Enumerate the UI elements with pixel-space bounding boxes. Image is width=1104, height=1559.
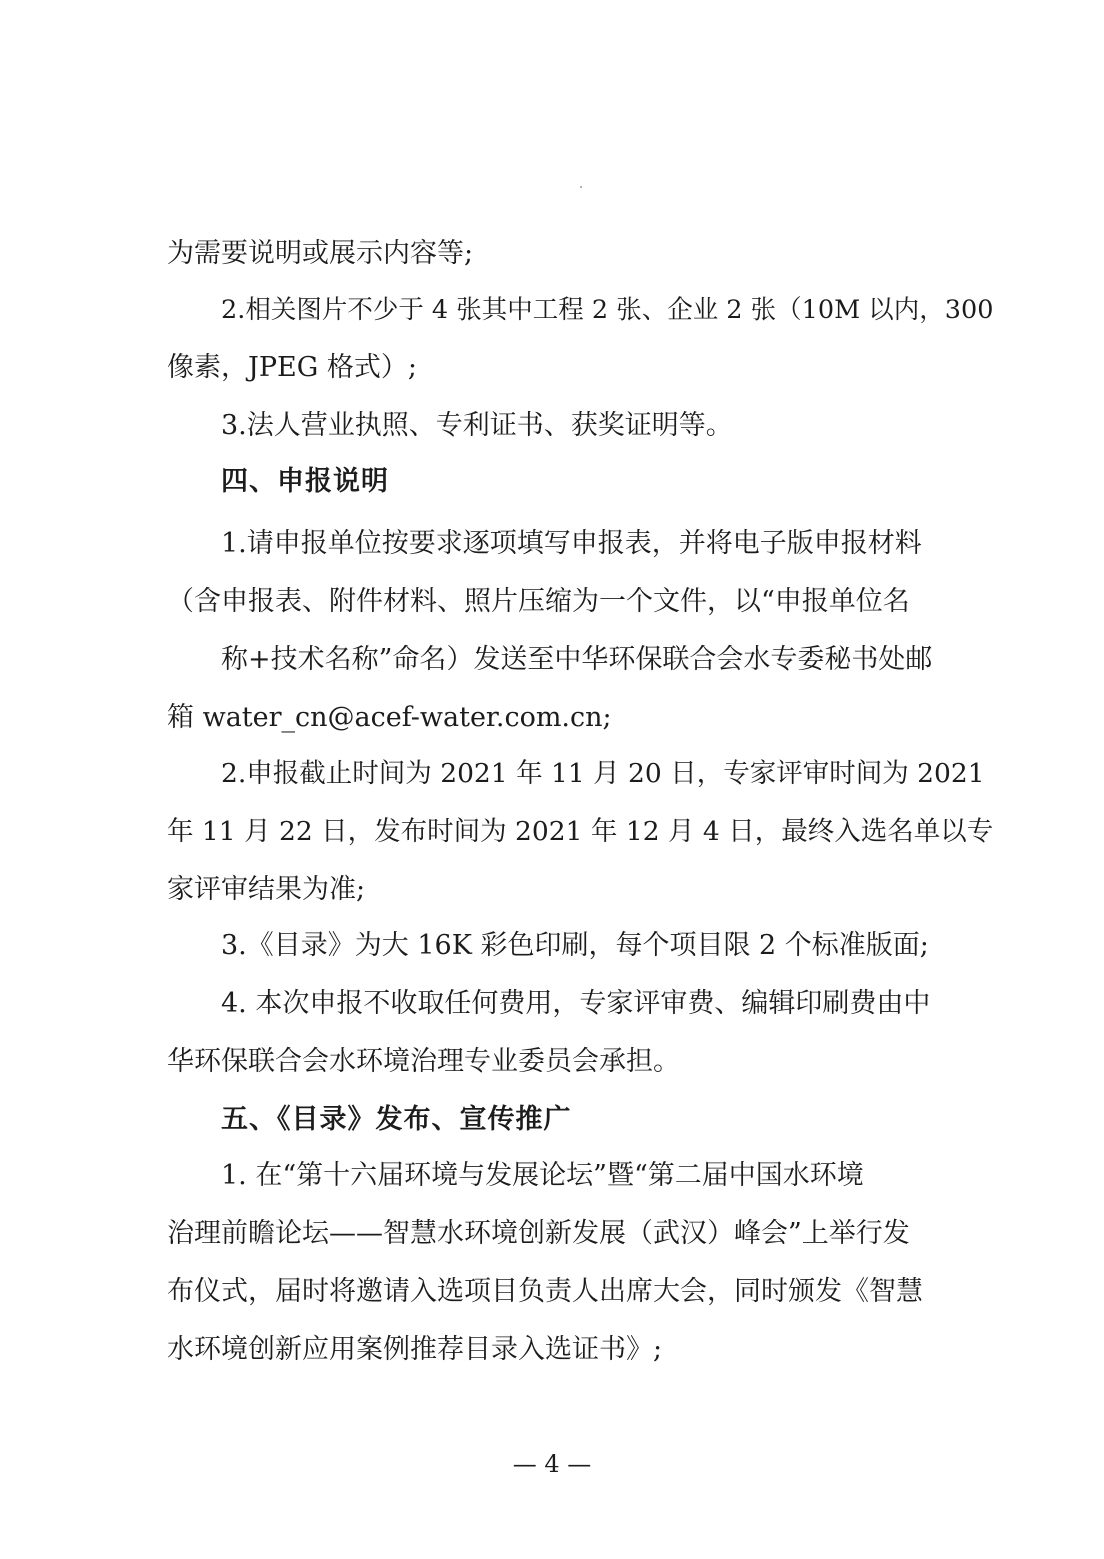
body-line: 箱 water_cn@acef-water.com.cn; bbox=[167, 702, 612, 733]
body-line: （含申报表、附件材料、照片压缩为一个文件，以“申报单位名 bbox=[167, 586, 910, 617]
section-heading: 五、《目录》发布、宣传推广 bbox=[221, 1104, 572, 1135]
page-number: — 4 — bbox=[512, 1450, 592, 1478]
body-line: 华环保联合会水环境治理专业委员会承担。 bbox=[167, 1046, 680, 1077]
scan-speck bbox=[580, 186, 582, 188]
body-line: 称+技术名称”命名）发送至中华环保联合会水专委秘书处邮 bbox=[221, 644, 933, 675]
body-line: 家评审结果为准; bbox=[167, 874, 366, 905]
body-line: 为需要说明或展示内容等; bbox=[167, 238, 474, 269]
body-line: 2.申报截止时间为 2021 年 11 月 20 日，专家评审时间为 2021 bbox=[221, 758, 985, 789]
section-heading: 四、申报说明 bbox=[221, 466, 389, 497]
body-line: 3.《目录》为大 16K 彩色印刷，每个项目限 2 个标准版面; bbox=[221, 930, 929, 961]
body-line: 布仪式，届时将邀请入选项目负责人出席大会，同时颁发《智慧 bbox=[167, 1276, 923, 1307]
body-line: 年 11 月 22 日，发布时间为 2021 年 12 月 4 日，最终入选名单以专 bbox=[167, 816, 994, 847]
body-line: 治理前瞻论坛——智慧水环境创新发展（武汉）峰会”上举行发 bbox=[167, 1218, 910, 1249]
body-line: 水环境创新应用案例推荐目录入选证书》; bbox=[167, 1334, 663, 1365]
body-line: 2.相关图片不少于 4 张其中工程 2 张、企业 2 张（10M 以内，300 bbox=[221, 295, 994, 325]
body-line: 3.法人营业执照、专利证书、获奖证明等。 bbox=[221, 410, 733, 441]
body-line: 4. 本次申报不收取任何费用，专家评审费、编辑印刷费由中 bbox=[221, 988, 931, 1019]
body-line: 1.请申报单位按要求逐项填写申报表，并将电子版申报材料 bbox=[221, 528, 922, 559]
body-line: 像素，JPEG 格式）; bbox=[167, 352, 417, 383]
body-line: 1. 在“第十六届环境与发展论坛”暨“第二届中国水环境 bbox=[221, 1160, 864, 1191]
